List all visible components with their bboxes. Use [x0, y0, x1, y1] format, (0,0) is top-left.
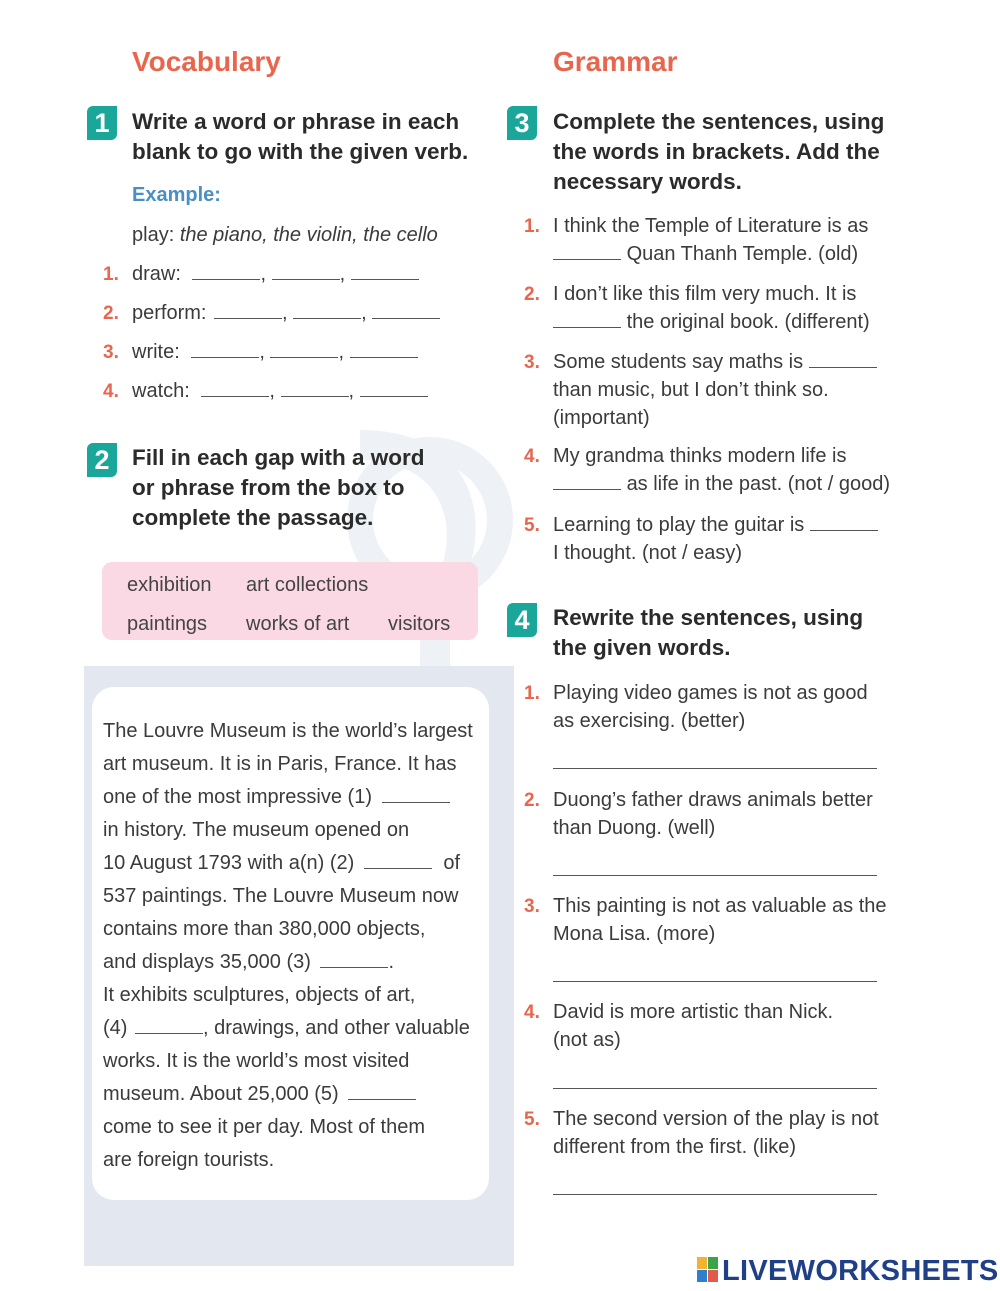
- answer-blank[interactable]: [360, 396, 428, 397]
- answer-line[interactable]: [553, 875, 877, 876]
- item-text: My grandma thinks modern life is: [553, 445, 847, 467]
- answer-line[interactable]: [553, 981, 877, 982]
- answer-blank[interactable]: [553, 259, 621, 260]
- passage-line: are foreign tourists.: [103, 1149, 275, 1171]
- item-number: 3.: [524, 896, 540, 917]
- answer-blank[interactable]: [809, 367, 877, 368]
- instruction-line: the given words.: [553, 635, 731, 660]
- passage-text: museum. About 25,000 (5): [103, 1083, 339, 1105]
- passage-line: come to see it per day. Most of them: [103, 1116, 425, 1138]
- answer-blank[interactable]: [201, 396, 269, 397]
- answer-line[interactable]: [553, 1088, 877, 1089]
- exercise-2-badge: 2: [87, 443, 117, 477]
- item-number: 4.: [103, 381, 119, 402]
- word-option: art collections: [246, 574, 369, 596]
- gap-1[interactable]: [382, 802, 450, 803]
- passage-line: [103, 1083, 416, 1106]
- answer-line[interactable]: [553, 1194, 877, 1195]
- answer-blank[interactable]: [351, 279, 419, 280]
- word-option: paintings: [127, 613, 208, 635]
- grammar-item: [553, 442, 890, 498]
- answer-blank[interactable]: [281, 396, 349, 397]
- gap-2[interactable]: [364, 868, 432, 869]
- liveworksheets-logo-text[interactable]: LIVEWORKSHEETS: [722, 1255, 999, 1287]
- grammar-item: [553, 348, 877, 432]
- passage-text: and displays 35,000 (3): [103, 951, 311, 973]
- item-text: Some students say maths is: [553, 351, 804, 373]
- exercise-3-badge: 3: [507, 106, 537, 140]
- passage-line: works. It is the world’s most visited: [103, 1050, 410, 1072]
- verb-label: write:: [132, 341, 180, 363]
- answer-blank[interactable]: [191, 357, 259, 358]
- item-text: The second version of the play is not: [553, 1108, 879, 1130]
- item-number: 4.: [524, 446, 540, 467]
- answer-blank[interactable]: [372, 318, 440, 319]
- item-number: 2.: [524, 790, 540, 811]
- passage-line: [103, 786, 450, 809]
- item-text: as life in the past. (not / good): [626, 473, 891, 495]
- grammar-item: [553, 280, 870, 336]
- instruction-line: blank to go with the given verb.: [132, 139, 469, 164]
- passage-line: contains more than 380,000 objects,: [103, 918, 426, 940]
- liveworksheets-logo-icon: [697, 1257, 719, 1283]
- vocabulary-title: Vocabulary: [132, 46, 281, 77]
- passage-text: (4): [103, 1017, 128, 1039]
- passage-text: .: [388, 951, 395, 973]
- grammar-title: Grammar: [553, 46, 678, 77]
- word-option: visitors: [388, 613, 451, 635]
- answer-blank[interactable]: [214, 318, 282, 319]
- item-text: Duong’s father draws animals better: [553, 789, 873, 811]
- passage-line: [103, 951, 394, 974]
- exercise-2-instruction: [132, 443, 425, 533]
- item-number: 1.: [524, 216, 540, 237]
- item-text: as exercising. (better): [553, 710, 746, 732]
- answer-line[interactable]: [553, 768, 877, 769]
- passage-line: [103, 1017, 470, 1040]
- item-number: 1.: [103, 264, 119, 285]
- item-text: I thought. (not / easy): [553, 542, 742, 564]
- item-text: This painting is not as valuable as the: [553, 895, 887, 917]
- rewrite-item: [553, 679, 868, 735]
- instruction-line: the words in brackets. Add the: [553, 139, 880, 164]
- rewrite-item: [553, 892, 887, 948]
- item-text: Playing video games is not as good: [553, 682, 868, 704]
- grammar-item: [553, 212, 868, 268]
- vocab-item: perform: , ,: [132, 299, 440, 327]
- answer-blank[interactable]: [270, 357, 338, 358]
- instruction-line: necessary words.: [553, 169, 742, 194]
- answer-blank[interactable]: [192, 279, 260, 280]
- item-text: Learning to play the guitar is: [553, 514, 805, 536]
- gap-4[interactable]: [135, 1033, 203, 1034]
- example-text: play: the piano, the violin, the cello: [132, 224, 438, 246]
- exercise-1-instruction: [132, 107, 468, 167]
- item-number: 5.: [524, 1109, 540, 1130]
- passage-line: The Louvre Museum is the world’s largest: [103, 720, 473, 742]
- item-number: 3.: [103, 342, 119, 363]
- vocab-item: write: , ,: [132, 338, 418, 366]
- item-number: 2.: [103, 303, 119, 324]
- exercise-4-instruction: [553, 603, 863, 663]
- item-number: 3.: [524, 352, 540, 373]
- passage-line: [103, 852, 460, 875]
- gap-3[interactable]: [320, 967, 388, 968]
- item-text: I think the Temple of Literature is as: [553, 215, 869, 237]
- instruction-line: or phrase from the box to: [132, 475, 405, 500]
- item-number: 4.: [524, 1002, 540, 1023]
- item-text: (important): [553, 407, 650, 429]
- instruction-line: Write a word or phrase in each: [132, 109, 460, 134]
- instruction-line: Rewrite the sentences, using: [553, 605, 864, 630]
- passage-text: one of the most impressive (1): [103, 786, 372, 808]
- item-text: Quan Thanh Temple. (old): [626, 243, 859, 265]
- passage-line: in history. The museum opened on: [103, 819, 410, 841]
- item-text: than music, but I don’t think so.: [553, 379, 829, 401]
- word-option: exhibition: [127, 574, 212, 596]
- answer-blank[interactable]: [553, 489, 621, 490]
- instruction-line: complete the passage.: [132, 505, 374, 530]
- rewrite-item: [553, 786, 873, 842]
- item-number: 5.: [524, 515, 540, 536]
- gap-5[interactable]: [348, 1099, 416, 1100]
- item-text: (not as): [553, 1029, 621, 1051]
- instruction-line: Fill in each gap with a word: [132, 445, 425, 470]
- vocab-item: watch: , ,: [132, 377, 428, 405]
- answer-blank[interactable]: [553, 327, 621, 328]
- item-text: the original book. (different): [626, 311, 870, 333]
- item-text: than Duong. (well): [553, 817, 716, 839]
- passage-line: 537 paintings. The Louvre Museum now: [103, 885, 459, 907]
- instruction-line: Complete the sentences, using: [553, 109, 885, 134]
- item-number: 2.: [524, 284, 540, 305]
- answer-blank[interactable]: [293, 318, 361, 319]
- verb-label: watch:: [132, 380, 190, 402]
- exercise-1-badge: 1: [87, 106, 117, 140]
- passage-text: , drawings, and other valuable: [203, 1017, 470, 1039]
- rewrite-item: [553, 1105, 879, 1161]
- answer-blank[interactable]: [350, 357, 418, 358]
- item-text: David is more artistic than Nick.: [553, 1001, 834, 1023]
- answer-blank[interactable]: [810, 530, 878, 531]
- answer-blank[interactable]: [272, 279, 340, 280]
- example-label: Example:: [132, 184, 221, 206]
- verb-label: draw:: [132, 263, 181, 285]
- passage-line: It exhibits sculptures, objects of art,: [103, 984, 416, 1006]
- rewrite-item: [553, 998, 833, 1054]
- passage-text: 10 August 1793 with a(n) (2): [103, 852, 355, 874]
- item-text: different from the first. (like): [553, 1136, 797, 1158]
- exercise-3-instruction: [553, 107, 884, 197]
- passage-line: art museum. It is in Paris, France. It has: [103, 753, 457, 775]
- vocab-item: draw: , ,: [132, 260, 419, 288]
- passage-text: of: [443, 852, 461, 874]
- item-number: 1.: [524, 683, 540, 704]
- grammar-item: [553, 511, 878, 567]
- item-text: Mona Lisa. (more): [553, 923, 716, 945]
- exercise-4-badge: 4: [507, 603, 537, 637]
- item-text: I don’t like this film very much. It is: [553, 283, 857, 305]
- word-option: works of art: [246, 613, 350, 635]
- verb-label: perform:: [132, 302, 207, 324]
